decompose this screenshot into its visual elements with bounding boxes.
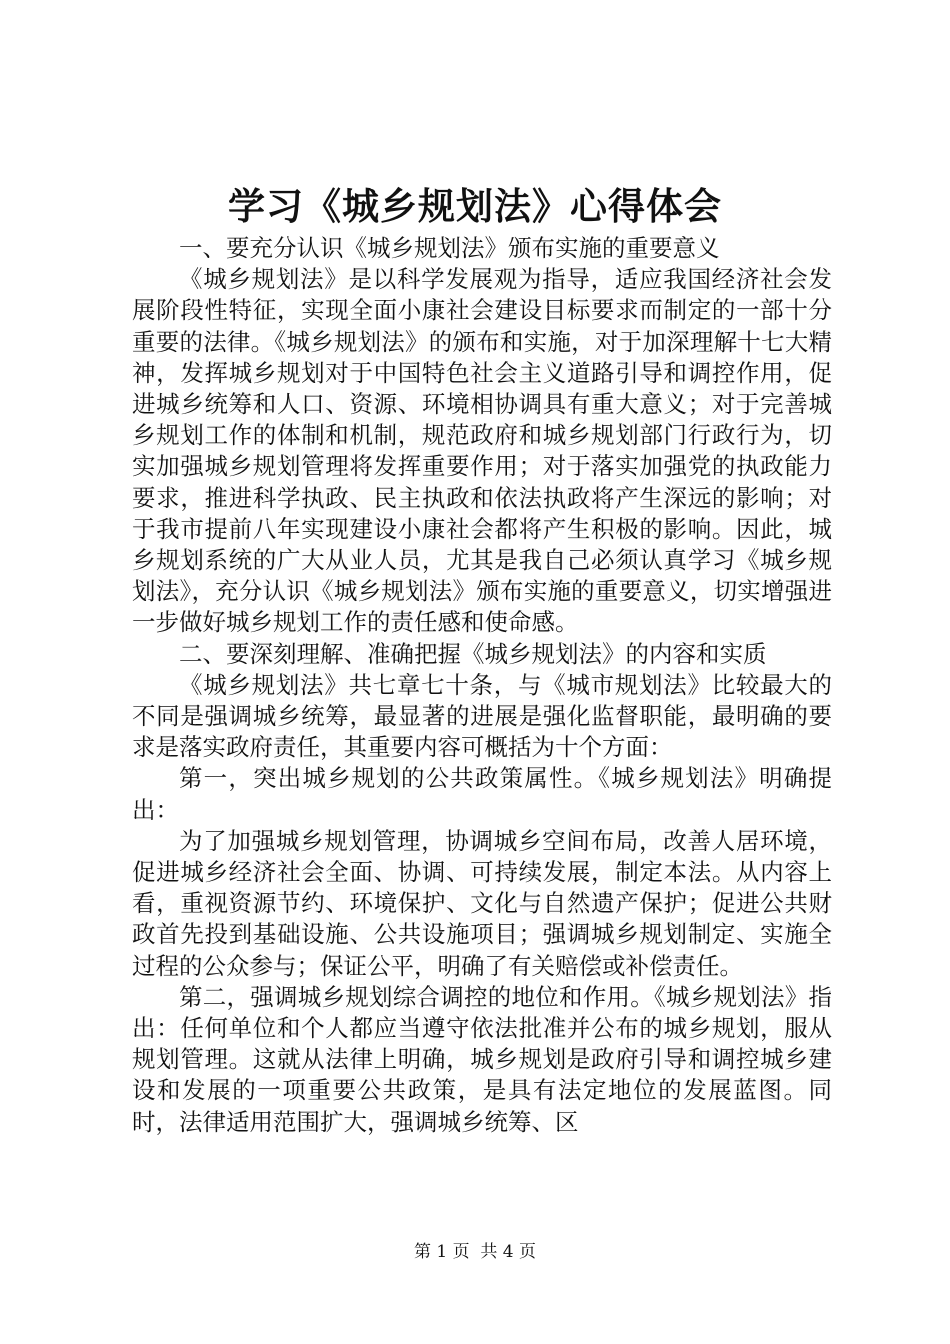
page-footer: 第 1 页 共 4 页 — [413, 1242, 537, 1262]
paragraph-overview: 《城乡规划法》共七章七十条，与《城市规划法》比较最大的不同是强调城乡统筹，最显著的进展是强化监督职能，最明确的要求是落实政府责任，其重要内容可概括为十个方面： — [132, 670, 832, 762]
section-heading-2: 二、要深刻理解、准确把握《城乡规划法》的内容和实质 — [179, 639, 767, 668]
section-heading-1: 一、要充分认识《城乡规划法》颁布实施的重要意义 — [179, 234, 720, 262]
document-title: 学习《城乡规划法》心得体会 — [228, 184, 722, 228]
paragraph-point-two: 第二，强调城乡规划综合调控的地位和作用。《城乡规划法》指出：任何单位和个人都应当遵守依法批准并公布的城乡规划，服从规划管理。这就从法律上明确，城乡规划是政府引导和调控城乡建设和发展的一项重要公共政策，是具有法定地位的发展蓝图。同时，法律适用范围扩大，强调城乡统筹、区 — [132, 982, 832, 1136]
paragraph-point-one: 第一，突出城乡规划的公共政策属性。《城乡规划法》明确提出： — [132, 764, 832, 824]
paragraph-significance: 《城乡规划法》是以科学发展观为指导，适应我国经济社会发展阶段性特征，实现全面小康社会建设目标要求而制定的一部十分重要的法律。《城乡规划法》的颁布和实施，对于加深理解十七大精神，发挥城乡规划对于中国特色社会主义道路引导和调控作用，促进城乡统筹和人口、资源、环境相协调具有重大意义；对于完善城乡规划工作的体制和机制，规范政府和城乡规划部门行政行为，切实加强城乡规划管理将发挥重要作用；对于落实加强党的执政能力要求，推进科学执政、民主执政和依法执政将产生深远的影响；对于我市提前八年实现建设小康社会都将产生积极的影响。因此，城乡规划系统的广大从业人员，尤其是我自己必须认真学习《城乡规划法》，充分认识《城乡规划法》颁布实施的重要意义，切实增强进一步做好城乡规划工作的责任感和使命感。 — [132, 265, 832, 637]
document-body — [132, 233, 832, 1138]
paragraph-quote: 为了加强城乡规划管理，协调城乡空间布局，改善人居环境，促进城乡经济社会全面、协调、可持续发展，制定本法。从内容上看，重视资源节约、环境保护、文化与自然遗产保护；促进公共财政首先投到基础设施、公共设施项目；强调城乡规划制定、实施全过程的公众参与；保证公平，明确了有关赔偿或补偿责任。 — [132, 826, 832, 980]
